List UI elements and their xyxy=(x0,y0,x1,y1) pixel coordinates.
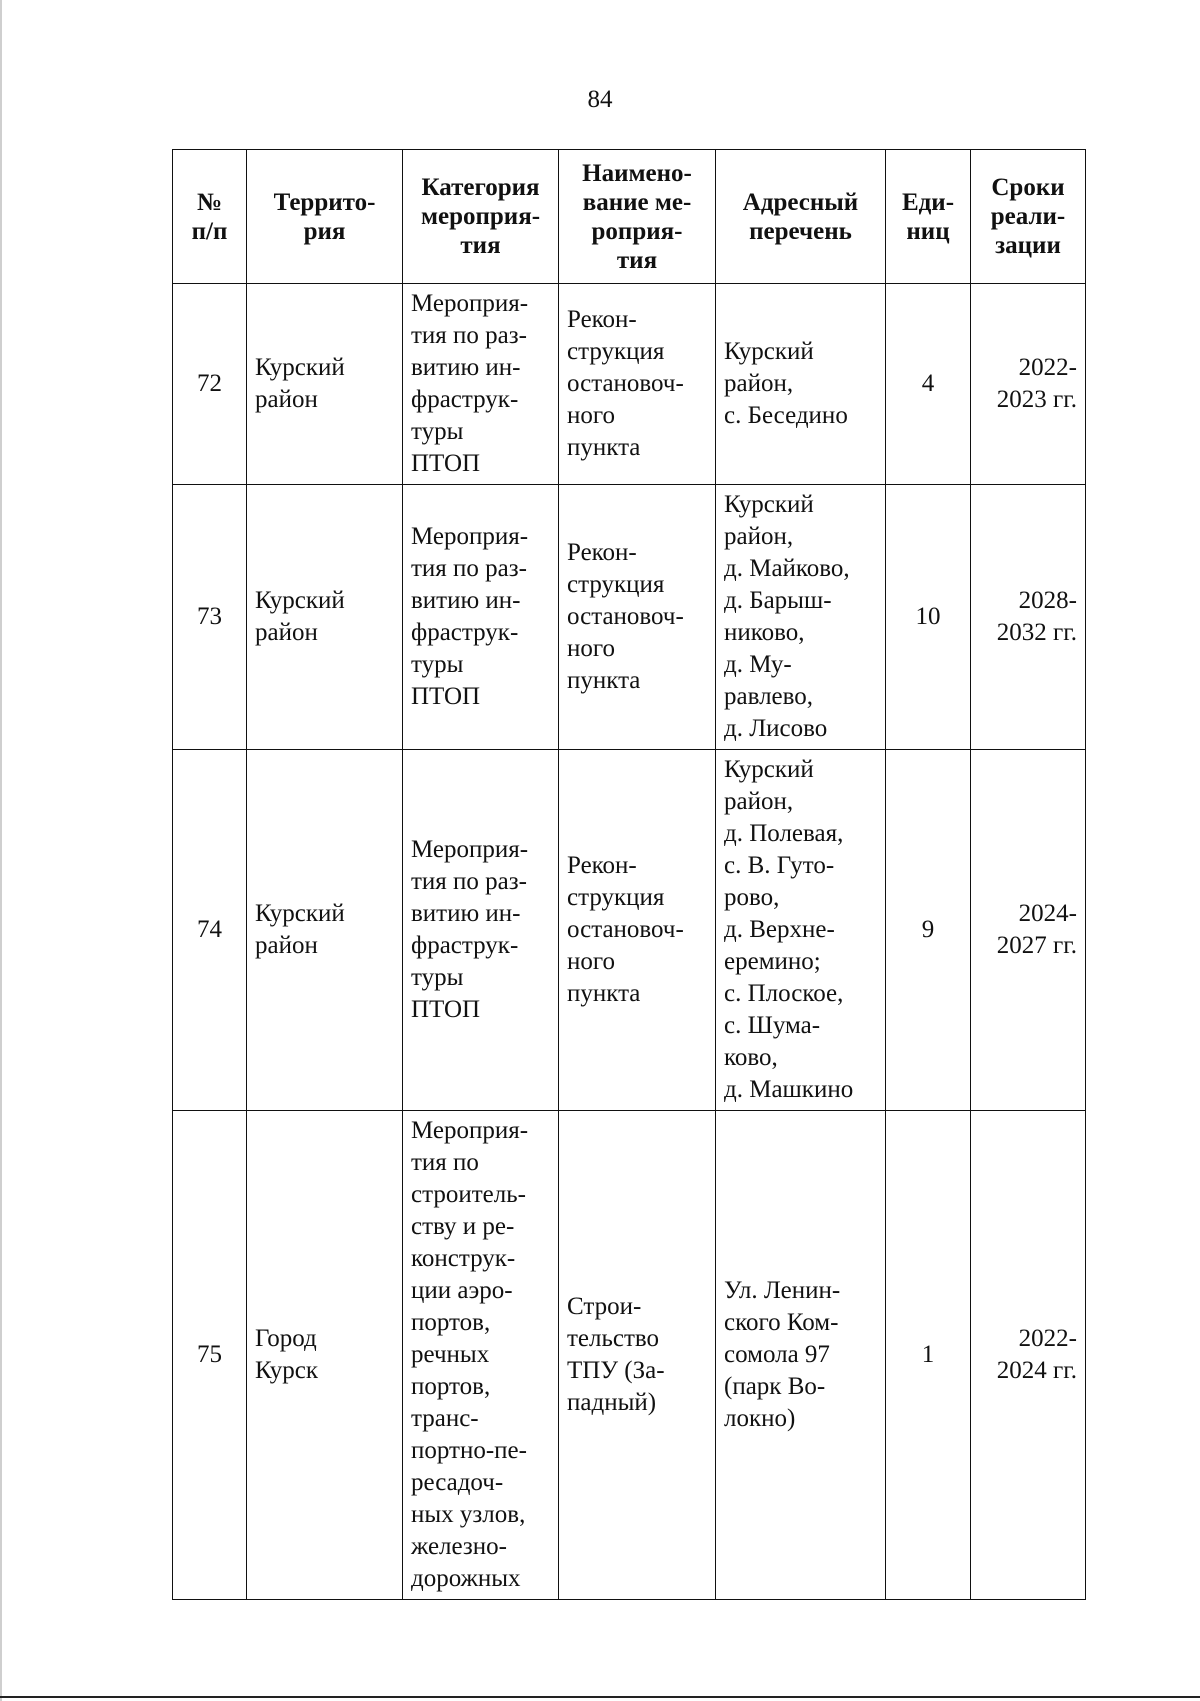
cell-text-line: 1 xyxy=(921,1341,935,1368)
cell-text-line: район xyxy=(255,932,318,959)
cell-name xyxy=(559,1111,716,1600)
table-header-row xyxy=(173,150,1086,284)
cell-text-line: Курский xyxy=(255,900,345,927)
cell-text-line: район, xyxy=(724,788,794,815)
table-body xyxy=(173,284,1086,1600)
cell-text-line: 2024 гг. xyxy=(996,1357,1077,1384)
cell-text-line: 73 xyxy=(197,603,222,630)
cell-text-line: п/п xyxy=(191,217,228,245)
cell-text-line: фраструк- xyxy=(411,932,519,959)
cell-text-line: 2024- xyxy=(1018,900,1077,927)
cell-address xyxy=(716,284,886,485)
cell-text-line: Ул. Ленин- xyxy=(724,1277,841,1304)
cell-text-line: Мероприя- xyxy=(411,1117,529,1144)
cell-number xyxy=(173,750,247,1111)
cell-text-line: перечень xyxy=(749,217,852,245)
cell-text-line: Мероприя- xyxy=(411,836,529,863)
cell-text-line: Сроки xyxy=(991,174,1065,201)
cell-territory xyxy=(247,750,403,1111)
cell-text-line: Мероприя- xyxy=(411,290,529,317)
cell-text-line: тия xyxy=(616,246,658,274)
cell-text-line: фраструк- xyxy=(411,386,519,413)
cell-text-line: 2022- xyxy=(1018,354,1077,381)
cell-text-line: тия по раз- xyxy=(411,322,527,349)
cell-address xyxy=(716,750,886,1111)
cell-text-line: ных узлов, xyxy=(411,1501,526,1528)
cell-text-line: с. В. Гуто- xyxy=(724,852,835,879)
cell-text-line: фраструк- xyxy=(411,619,519,646)
page-number: 84 xyxy=(587,86,613,113)
cell-text-line: 2032 гг. xyxy=(996,619,1077,646)
cell-text-line: 2023 гг. xyxy=(996,386,1077,413)
cell-units xyxy=(886,485,971,750)
header-cell-address xyxy=(716,150,886,284)
cell-text-line: 10 xyxy=(915,603,941,630)
cell-text-line: Рекон- xyxy=(567,306,637,333)
cell-text-line: падный) xyxy=(567,1389,657,1416)
cell-text-line: д. Майково, xyxy=(724,555,850,582)
cell-text-line: остановоч- xyxy=(567,370,684,397)
cell-category xyxy=(403,1111,559,1600)
cell-number xyxy=(173,1111,247,1600)
cell-territory xyxy=(247,485,403,750)
table-row xyxy=(173,1111,1086,1600)
cell-address xyxy=(716,1111,886,1600)
cell-text-line: д. Машкино xyxy=(724,1076,854,1103)
cell-text-line: 74 xyxy=(197,916,222,943)
table-row xyxy=(173,284,1086,485)
cell-text-line: реали- xyxy=(990,203,1066,230)
scan-edge-bottom xyxy=(0,1696,1200,1698)
cell-period xyxy=(971,1111,1086,1600)
cell-text-line: Город xyxy=(255,1325,317,1352)
cell-text-line: Курский xyxy=(255,587,345,614)
cell-text-line: портов, xyxy=(411,1373,491,1400)
header-cell-units xyxy=(886,150,971,284)
cell-text-line: равлево, xyxy=(724,683,814,710)
cell-text-line: д. Полевая, xyxy=(724,820,844,847)
cell-text-line: ного xyxy=(567,402,616,429)
cell-text-line: остановоч- xyxy=(567,603,684,630)
header-cell-name xyxy=(559,150,716,284)
cell-number xyxy=(173,284,247,485)
cell-text-line: ресадоч- xyxy=(411,1469,504,1496)
cell-text-line: 2028- xyxy=(1018,587,1077,614)
cell-text-line: Курск xyxy=(255,1357,319,1384)
cell-text-line: локно) xyxy=(724,1405,796,1432)
cell-territory xyxy=(247,284,403,485)
cell-units xyxy=(886,1111,971,1600)
cell-category xyxy=(403,485,559,750)
cell-period xyxy=(971,485,1086,750)
cell-text-line: Мероприя- xyxy=(411,523,529,550)
cell-text-line: ПТОП xyxy=(411,683,481,710)
cell-text-line: д. Верхне- xyxy=(724,916,835,943)
cell-text-line: туры xyxy=(411,418,464,445)
cell-address xyxy=(716,485,886,750)
cell-text-line: Рекон- xyxy=(567,852,637,879)
cell-text-line: тия по раз- xyxy=(411,868,527,895)
cell-text-line: Курский xyxy=(724,338,814,365)
cell-text-line: Рекон- xyxy=(567,539,637,566)
cell-text-line: район, xyxy=(724,523,794,550)
cell-text-line: строитель- xyxy=(411,1181,526,1208)
cell-text-line: никово, xyxy=(724,619,805,646)
cell-text-line: район xyxy=(255,619,318,646)
cell-text-line: Категория xyxy=(421,174,540,201)
cell-text-line: Еди- xyxy=(901,188,955,216)
cell-text-line: д. Му- xyxy=(724,651,792,678)
cell-text-line: район, xyxy=(724,370,794,397)
cell-text-line: ного xyxy=(567,948,616,975)
header-cell-category xyxy=(403,150,559,284)
cell-text-line: № xyxy=(196,188,223,216)
cell-text-line: еремино; xyxy=(724,948,821,975)
cell-text-line: ству и ре- xyxy=(411,1213,515,1240)
cell-text-line: тия по xyxy=(411,1149,479,1176)
cell-text-line: ниц xyxy=(906,217,950,245)
cell-text-line: витию ин- xyxy=(411,354,521,381)
cell-text-line: тия по раз- xyxy=(411,555,527,582)
cell-units xyxy=(886,750,971,1111)
cell-name xyxy=(559,284,716,485)
cell-text-line: д. Барыш- xyxy=(724,587,832,614)
cell-period xyxy=(971,284,1086,485)
cell-text-line: конструк- xyxy=(411,1245,516,1272)
cell-name xyxy=(559,485,716,750)
cell-text-line: струкция xyxy=(567,571,665,598)
cell-period xyxy=(971,750,1086,1111)
cell-text-line: остановоч- xyxy=(567,916,684,943)
scan-edge-left xyxy=(0,0,2,1701)
table-row xyxy=(173,485,1086,750)
table-row xyxy=(173,750,1086,1111)
cell-category xyxy=(403,750,559,1111)
cell-text-line: ПТОП xyxy=(411,996,481,1023)
cell-text-line: струкция xyxy=(567,338,665,365)
cell-text-line: витию ин- xyxy=(411,900,521,927)
cell-text-line: 2022- xyxy=(1018,1325,1077,1352)
cell-text-line: ПТОП xyxy=(411,450,481,477)
cell-text-line: железно- xyxy=(411,1533,507,1560)
header-cell-number xyxy=(173,150,247,284)
cell-text-line: струкция xyxy=(567,884,665,911)
cell-text-line: сомола 97 xyxy=(724,1341,830,1368)
cell-number xyxy=(173,485,247,750)
cell-text-line: район xyxy=(255,386,318,413)
cell-text-line: пункта xyxy=(567,434,641,461)
cell-text-line: с. Беседино xyxy=(724,402,848,429)
cell-name xyxy=(559,750,716,1111)
cell-text-line: Адресный xyxy=(742,188,859,216)
cell-text-line: 4 xyxy=(921,370,935,397)
cell-text-line: пункта xyxy=(567,667,641,694)
cell-text-line: транс- xyxy=(411,1405,479,1432)
header-cell-period xyxy=(971,150,1086,284)
cell-text-line: пункта xyxy=(567,980,641,1007)
cell-text-line: туры xyxy=(411,651,464,678)
cell-text-line: Курский xyxy=(724,756,814,783)
cell-text-line: с. Шума- xyxy=(724,1012,821,1039)
cell-text-line: Террито- xyxy=(273,188,376,216)
cell-text-line: ТПУ (За- xyxy=(567,1357,665,1384)
cell-text-line: ского Ком- xyxy=(724,1309,839,1336)
measures-table xyxy=(172,149,1086,1600)
cell-text-line: роприя- xyxy=(591,217,683,245)
cell-text-line: Строи- xyxy=(567,1293,642,1320)
cell-text-line: 2027 гг. xyxy=(996,932,1077,959)
cell-territory xyxy=(247,1111,403,1600)
cell-text-line: д. Лисово xyxy=(724,715,828,742)
cell-text-line: рово, xyxy=(724,884,780,911)
cell-text-line: вание ме- xyxy=(582,188,692,216)
cell-text-line: Курский xyxy=(724,491,814,518)
cell-text-line: Наимено- xyxy=(582,159,692,187)
cell-text-line: мероприя- xyxy=(420,203,541,230)
cell-text-line: зации xyxy=(995,232,1061,259)
cell-text-line: портов, xyxy=(411,1309,491,1336)
header-cell-territory xyxy=(247,150,403,284)
cell-text-line: ного xyxy=(567,635,616,662)
cell-text-line: ково, xyxy=(724,1044,778,1071)
cell-category xyxy=(403,284,559,485)
cell-text-line: Курский xyxy=(255,354,345,381)
cell-text-line: витию ин- xyxy=(411,587,521,614)
cell-text-line: 75 xyxy=(197,1341,222,1368)
cell-text-line: 72 xyxy=(197,370,222,397)
cell-text-line: портно-пе- xyxy=(411,1437,527,1464)
cell-text-line: рия xyxy=(303,217,346,245)
cell-text-line: тельство xyxy=(567,1325,660,1352)
cell-text-line: (парк Во- xyxy=(724,1373,826,1400)
cell-text-line: ции аэро- xyxy=(411,1277,513,1304)
cell-text-line: с. Плоское, xyxy=(724,980,844,1007)
cell-text-line: туры xyxy=(411,964,464,991)
cell-text-line: дорожных xyxy=(411,1565,521,1592)
cell-text-line: 9 xyxy=(921,916,935,943)
cell-text-line: речных xyxy=(411,1341,490,1368)
cell-units xyxy=(886,284,971,485)
cell-text-line: тия xyxy=(460,232,501,259)
